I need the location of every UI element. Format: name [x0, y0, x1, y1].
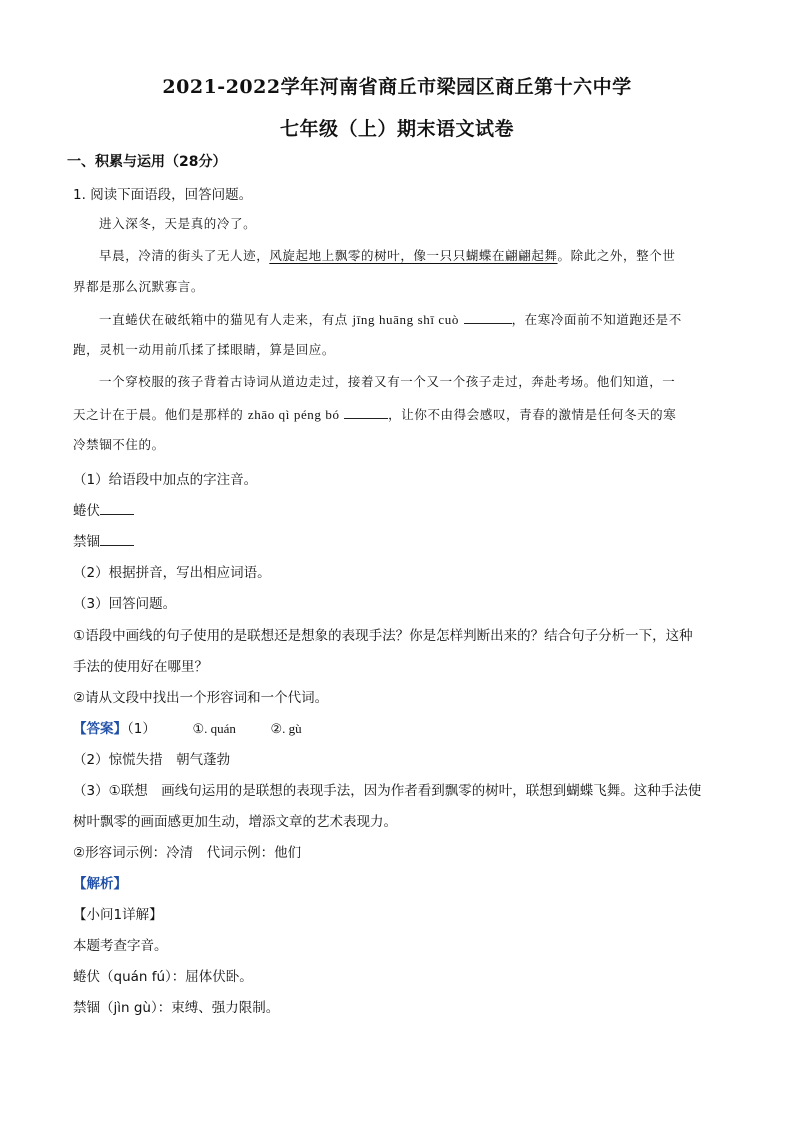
passage-paragraph-3-cont: 跑，灵机一动用前爪揉了揉眼睛，算是回应。 [73, 342, 336, 357]
doc-title-line1: 2021-2022学年河南省商丘市梁园区商丘第十六中学 [162, 76, 632, 98]
word-label: 禁锢 [73, 534, 100, 550]
answer-line-4: 树叶飘零的画面感更加生动，增添文章的艺术表现力。 [73, 814, 397, 830]
analysis-item-2: 禁锢（jìn gù）：束缚、强力限制。 [73, 1000, 280, 1016]
passage-text: 天之计在于晨。他们是那样的 [73, 407, 244, 422]
answer-option-1: ①. quán [192, 721, 236, 736]
sub-question-1-item-2 [73, 530, 134, 550]
analysis-sub-label: 【小问1详解】 [73, 907, 163, 923]
word-label: 蜷伏 [73, 503, 100, 519]
answer-label: 【答案】 [73, 721, 127, 737]
passage-text: 一直蜷伏在破纸箱中的猫见有人走来，有点 [99, 312, 348, 327]
passage-paragraph-2 [99, 246, 675, 264]
question-prompt [73, 183, 252, 203]
passage-text: ，在寒冷面前不知道跑还是不 [511, 312, 682, 327]
passage-text: 。除此之外，整个世 [557, 248, 676, 263]
passage-paragraph-4-end: 冷禁锢不住的。 [73, 437, 165, 452]
pinyin-prompt-1: jīng huāng shī cuò [352, 312, 459, 327]
analysis-label: 【解析】 [73, 876, 127, 892]
question-number: 1. [73, 187, 86, 203]
section-heading: 一、积累与运用（28分） [67, 154, 227, 170]
passage-paragraph-1: 进入深冬，天是真的冷了。 [99, 216, 257, 231]
passage-text: ，让你不由得会感叹，青春的激情是任何冬天的寒 [388, 407, 677, 422]
answer-line-5: ②形容词示例：冷清 代词示例：他们 [73, 845, 302, 861]
answer-option-2: ②. gù [270, 721, 302, 736]
answer-line-1 [73, 717, 302, 737]
passage-paragraph-2-cont: 界都是那么沉默寡言。 [73, 279, 205, 294]
answer-blank-2[interactable] [344, 404, 388, 419]
passage-paragraph-4-cont [73, 404, 676, 423]
sub-question-3b: ②请从文段中找出一个形容词和一个代词。 [73, 690, 329, 706]
analysis-item-1: 蜷伏（quán fú）：屈体伏卧。 [73, 969, 253, 985]
sub-question-2: （2）根据拼音，写出相应词语。 [73, 565, 271, 581]
answer-blank-4[interactable] [100, 531, 134, 546]
sub-question-3a-cont: 手法的使用好在哪里？ [73, 659, 208, 675]
answer-line-3: （3）①联想 画线句运用的是联想的表现手法，因为作者看到飘零的树叶，联想到蝴蝶飞舞。这种手法使 [73, 783, 702, 799]
answer-text: （1） [127, 721, 156, 737]
answer-line-2: （2）惊慌失措 朝气蓬勃 [73, 752, 231, 768]
passage-paragraph-3 [99, 309, 682, 328]
underlined-sentence: 风旋起地上飘零的树叶，像一只只蝴蝶在翩翩起舞 [269, 248, 558, 263]
pinyin-prompt-2: zhāo qì péng bó [247, 407, 340, 422]
analysis-intro: 本题考查字音。 [73, 938, 168, 954]
question-text: 阅读下面语段，回答问题。 [90, 187, 253, 203]
sub-question-1: （1）给语段中加点的字注音。 [73, 472, 258, 488]
answer-blank-3[interactable] [100, 500, 134, 515]
sub-question-3: （3）回答问题。 [73, 596, 177, 612]
sub-question-3a: ①语段中画线的句子使用的是联想还是想象的表现手法？你是怎样判断出来的？结合句子分析一下，这种 [73, 628, 693, 644]
answer-blank-1[interactable] [464, 309, 512, 324]
passage-paragraph-4: 一个穿校服的孩子背着古诗词从道边走过，接着又有一个又一个孩子走过，奔赴考场。他们知道，一 [99, 374, 676, 389]
sub-question-1-item-1 [73, 499, 134, 519]
passage-text: 早晨，冷清的街头了无人迹， [99, 248, 270, 263]
doc-title-line2: 七年级（上）期末语文试卷 [279, 118, 514, 140]
